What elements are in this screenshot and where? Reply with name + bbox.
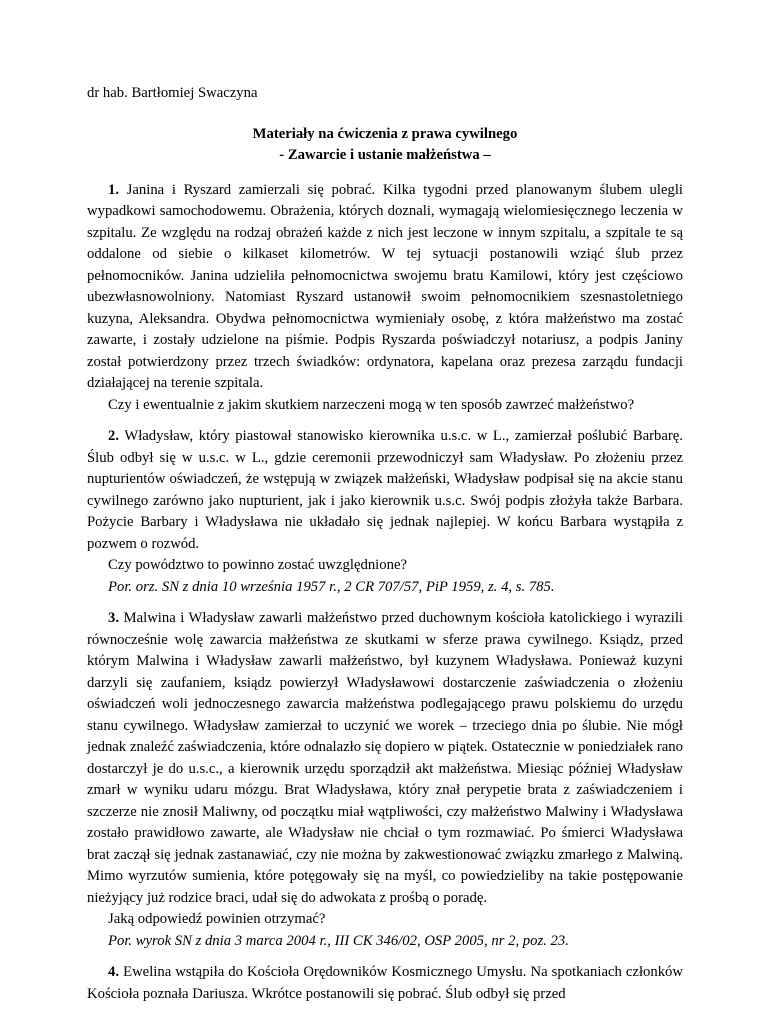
task-4: [87, 962, 683, 1005]
task-number: 4.: [108, 964, 120, 980]
task-3: [87, 608, 683, 952]
task-question: Jaką odpowiedź powinien otrzymać?: [108, 911, 326, 927]
document-title: [87, 124, 683, 167]
author-line: dr hab. Bartłomiej Swaczyna: [87, 85, 258, 101]
task-body: [87, 962, 683, 1005]
title-line-1: Materiały na ćwiczenia z prawa cywilnego: [252, 125, 518, 142]
title-line-2: - Zawarcie i ustanie małżeństwa –: [279, 147, 491, 163]
task-number: 1.: [108, 181, 120, 198]
document-page: [87, 83, 683, 1015]
task-question: Czy powództwo to powinno zostać uwzględnione?: [108, 557, 407, 573]
task-body: [87, 426, 683, 555]
task-text: Janina i Ryszard zamierzali się pobrać. Kilka tygodni przed planowanym ślubem ulegli wypadkowi samochodowemu. Obrażenia, których doznali, wymagają wielomiesięcznego leczenia w szpitalu. Ze względu na rodzaj obrażeń każde z nich jest leczone w innym szpitalu, a szpitale te są oddalone od siebie o kilkaset kilometrów. W tej sytuacji postanowili wziąć ślub przez pełnomocników. Janina udzieliła pełnomocnictwa swojemu bratu Kamilowi, który jest częściowo ubezwłasnowolniony. Natomiast Ryszard ustanowił swoim pełnomocnikiem szesnastoletniego kuzyna, Aleksandra. Obydwa pełnomocnictwa wymieniały osobę, z która małżeństwo ma zostać zawarte, i zostały udzielone na piśmie. Podpis Ryszarda poświadczył notariusz, a podpis Janiny został potwierdzony przez trzech świadków: ordynatora, kapelana oraz prezesa zarządu fundacji działającej na terenie szpitala.: [87, 181, 683, 391]
task-2: [87, 426, 683, 598]
task-text: Władysław, który piastował stanowisko kierownika u.s.c. w L., zamierzał poślubić Barbarę. Ślub odbył się w u.s.c. w L., gdzie ceremonii przewodniczył sam Władysław. Po złożeniu przez nupturientów oświadczeń, że wstępują w związek małżeński, Władysław podpisał się na akcie stanu cywilnego zarówno jako nupturient, jak i jako kierownik u.s.c. Swój podpis złożyła także Barbara. Pożycie Barbary i Władysława nie układało się jednak najlepiej. W końcu Barbara wystąpiła z pozwem o rozwód.: [87, 428, 683, 552]
task-number: 3.: [108, 610, 120, 626]
task-1: [87, 180, 683, 417]
task-text: Ewelina wstąpiła do Kościoła Orędowników Kosmicznego Umysłu. Na spotkaniach członków Kościoła poznała Dariusza. Wkrótce postanowili się pobrać. Ślub odbył się przed: [87, 964, 684, 1002]
task-body: [87, 180, 683, 395]
task-citation: Por. wyrok SN z dnia 3 marca 2004 r., III CK 346/02, OSP 2005, nr 2, poz. 23.: [108, 932, 569, 949]
task-question: Czy i ewentualnie z jakim skutkiem narzeczeni mogą w ten sposób zawrzeć małżeństwo?: [108, 396, 635, 413]
task-body: [87, 608, 683, 909]
task-text: Malwina i Władysław zawarli małżeństwo przed duchownym kościoła katolickiego i wyrazili równocześnie wolę zawarcia małżeństwa ze skutkami w sferze prawa cywilnego. Ksiądz, przed którym Malwina i Władysław zawarli małżeństwo, był kuzynem Władysława. Ponieważ kuzyni darzyli się zaufaniem, ksiądz powierzył Władysławowi dostarczenie zaświadczenia o złożeniu oświadczeń woli jednoczesnego zawarcia małżeństwa podlegającego prawu polskiemu do urzędu stanu cywilnego. Władysław zamierzał to uczynić we worek – trzeciego dnia po ślubie. Nie mógł jednak znaleźć zaświadczenia, które odnalazło się dopiero w piątek. Ostatecznie w poniedziałek rano dostarczył je do u.s.c., a kierownik urzędu sporządził akt małżeństwa. Miesiąc później Władysław zmarł w wyniku udaru mózgu. Brat Władysława, który znał perypetie brata z zaświadczeniem i szczerze nie znosił Maliwny, od początku miał wątpliwości, czy małżeństwo Malwiny i Władysława zostało prawidłowo zawarte, ale Władysław nie chciał o tym rozmawiać. Po śmierci Władysława brat zaczął się jednak zastanawiać, czy nie można by zakwestionować związku zmarłego z Malwiną. Mimo wyrzutów sumienia, które potęgowały się na myśl, co powiedzieliby na takie postępowanie nieżyjący już rodzice braci, udał się do adwokata z prośbą o poradę.: [87, 610, 684, 906]
task-number: 2.: [108, 428, 120, 444]
task-citation: Por. orz. SN z dnia 10 września 1957 r., 2 CR 707/57, PiP 1959, z. 4, s. 785.: [108, 578, 555, 595]
